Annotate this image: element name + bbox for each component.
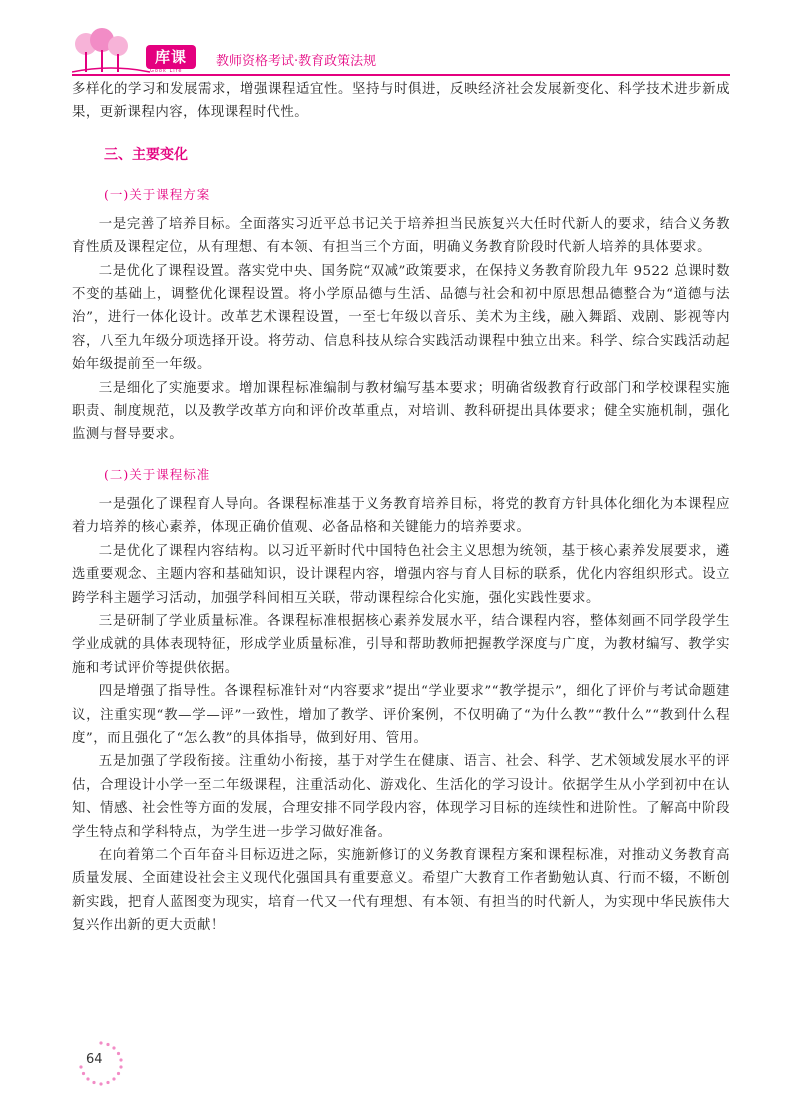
paragraph: 一是强化了课程育人导向。各课程标准基于义务教育培养目标，将党的教育方针具体化细化为本课程应着力培养的核心素养，体现正确价值观、必备品格和关键能力的培养要求。 xyxy=(72,496,730,536)
main-content xyxy=(72,78,730,938)
page-header xyxy=(0,0,800,85)
section-title: 三、主要变化 xyxy=(104,146,188,163)
brand-logo: 库课 xyxy=(146,45,196,69)
page-number: 64 xyxy=(86,1052,103,1067)
paragraph: 二是优化了课程设置。落实党中央、国务院“双减”政策要求，在保持义务教育阶段九年 9522 总课时数不变的基础上，调整优化课程设置。将小学原品德与生活、品德与社会和初中原思想品德整合为“道德与法治”，进行一体化设计。改革艺术课程设置，一至七年级以音乐、美术为主线，融入舞蹈、戏剧、影视等内容，八至九年级分项选择开设。将劳动、信息科技从综合实践活动课程中独立出来。科学、综合实践活动起始年级提前至一年级。 xyxy=(72,263,730,373)
paragraph: 五是加强了学段衔接。注重幼小衔接，基于对学生在健康、语言、社会、科学、艺术领域发展水平的评估，合理设计小学一至二年级课程，注重活动化、游戏化、生活化的学习设计。依据学生从小学到初中在认知、情感、社会性等方面的发展，合理安排不同学段内容，体现学习目标的连续性和进阶性。了解高中阶段学生特点和学科特点，为学生进一步学习做好准备。 xyxy=(72,754,730,840)
closing-paragraph: 在向着第二个百年奋斗目标迈进之际，实施新修订的义务教育课程方案和课程标准，对推动义务教育高质量发展、全面建设社会主义现代化强国具有重要意义。希望广大教育工作者勤勉认真、行而不辍，不断创新实践，把育人蓝图变为现实，培育一代又一代有理想、有本领、有担当的时代新人，为实现中华民族伟大复兴作出新的更大贡献！ xyxy=(72,847,730,934)
header-divider xyxy=(72,74,730,76)
paragraph: 一是完善了培养目标。全面落实习近平总书记关于培养担当民族复兴大任时代新人的要求，结合义务教育性质及课程定位，从有理想、有本领、有担当三个方面，明确义务教育阶段时代新人培养的具体要求。 xyxy=(72,216,730,256)
running-header-title: 教师资格考试·教育政策法规 xyxy=(216,54,377,69)
paragraph: 二是优化了课程内容结构。以习近平新时代中国特色社会主义思想为统领，基于核心素养发展要求，遴选重要观念、主题内容和基础知识，设计课程内容，增强内容与育人目标的联系，优化内容组织形式。设立跨学科主题学习活动，加强学科间相互关联，带动课程综合化实施，强化实践性要求。 xyxy=(72,543,730,606)
tree-logo-icon xyxy=(72,28,150,76)
paragraph: 三是细化了实施要求。增加课程标准编制与教材编写基本要求；明确省级教育行政部门和学校课程实施职责、制度规范，以及教学改革方向和评价改革重点，对培训、教科研提出具体要求；健全实施机制，强化监测与督导要求。 xyxy=(72,380,730,443)
paragraph: 四是增强了指导性。各课程标准针对“内容要求”提出“学业要求”“教学提示”，细化了评价与考试命题建议，注重实现“教—学—评”一致性，增加了教学、评价案例，不仅明确了“为什么教”“教什么”“教到什么程度”，而且强化了“怎么教”的具体指导，做到好用、管用。 xyxy=(72,684,730,746)
paragraph: 三是研制了学业质量标准。各课程标准根据核心素养发展水平，结合课程内容，整体刻画不同学段学生学业成就的具体表现特征，形成学业质量标准，引导和帮助教师把握教学深度与广度，为教材编写、教学实施和考试评价等提供依据。 xyxy=(72,613,730,676)
intro-paragraph: 多样化的学习和发展需求，增强课程适宜性。坚持与时俱进，反映经济社会发展新变化、科学技术进步新成果，更新课程内容，体现课程时代性。 xyxy=(72,82,730,121)
page-number-badge xyxy=(78,1040,124,1086)
brand-subtitle: Gook Life xyxy=(150,68,183,74)
subsection-title-course-plan: (一)关于课程方案 xyxy=(104,186,211,202)
subsection-title-course-standard: (二)关于课程标准 xyxy=(104,466,211,482)
